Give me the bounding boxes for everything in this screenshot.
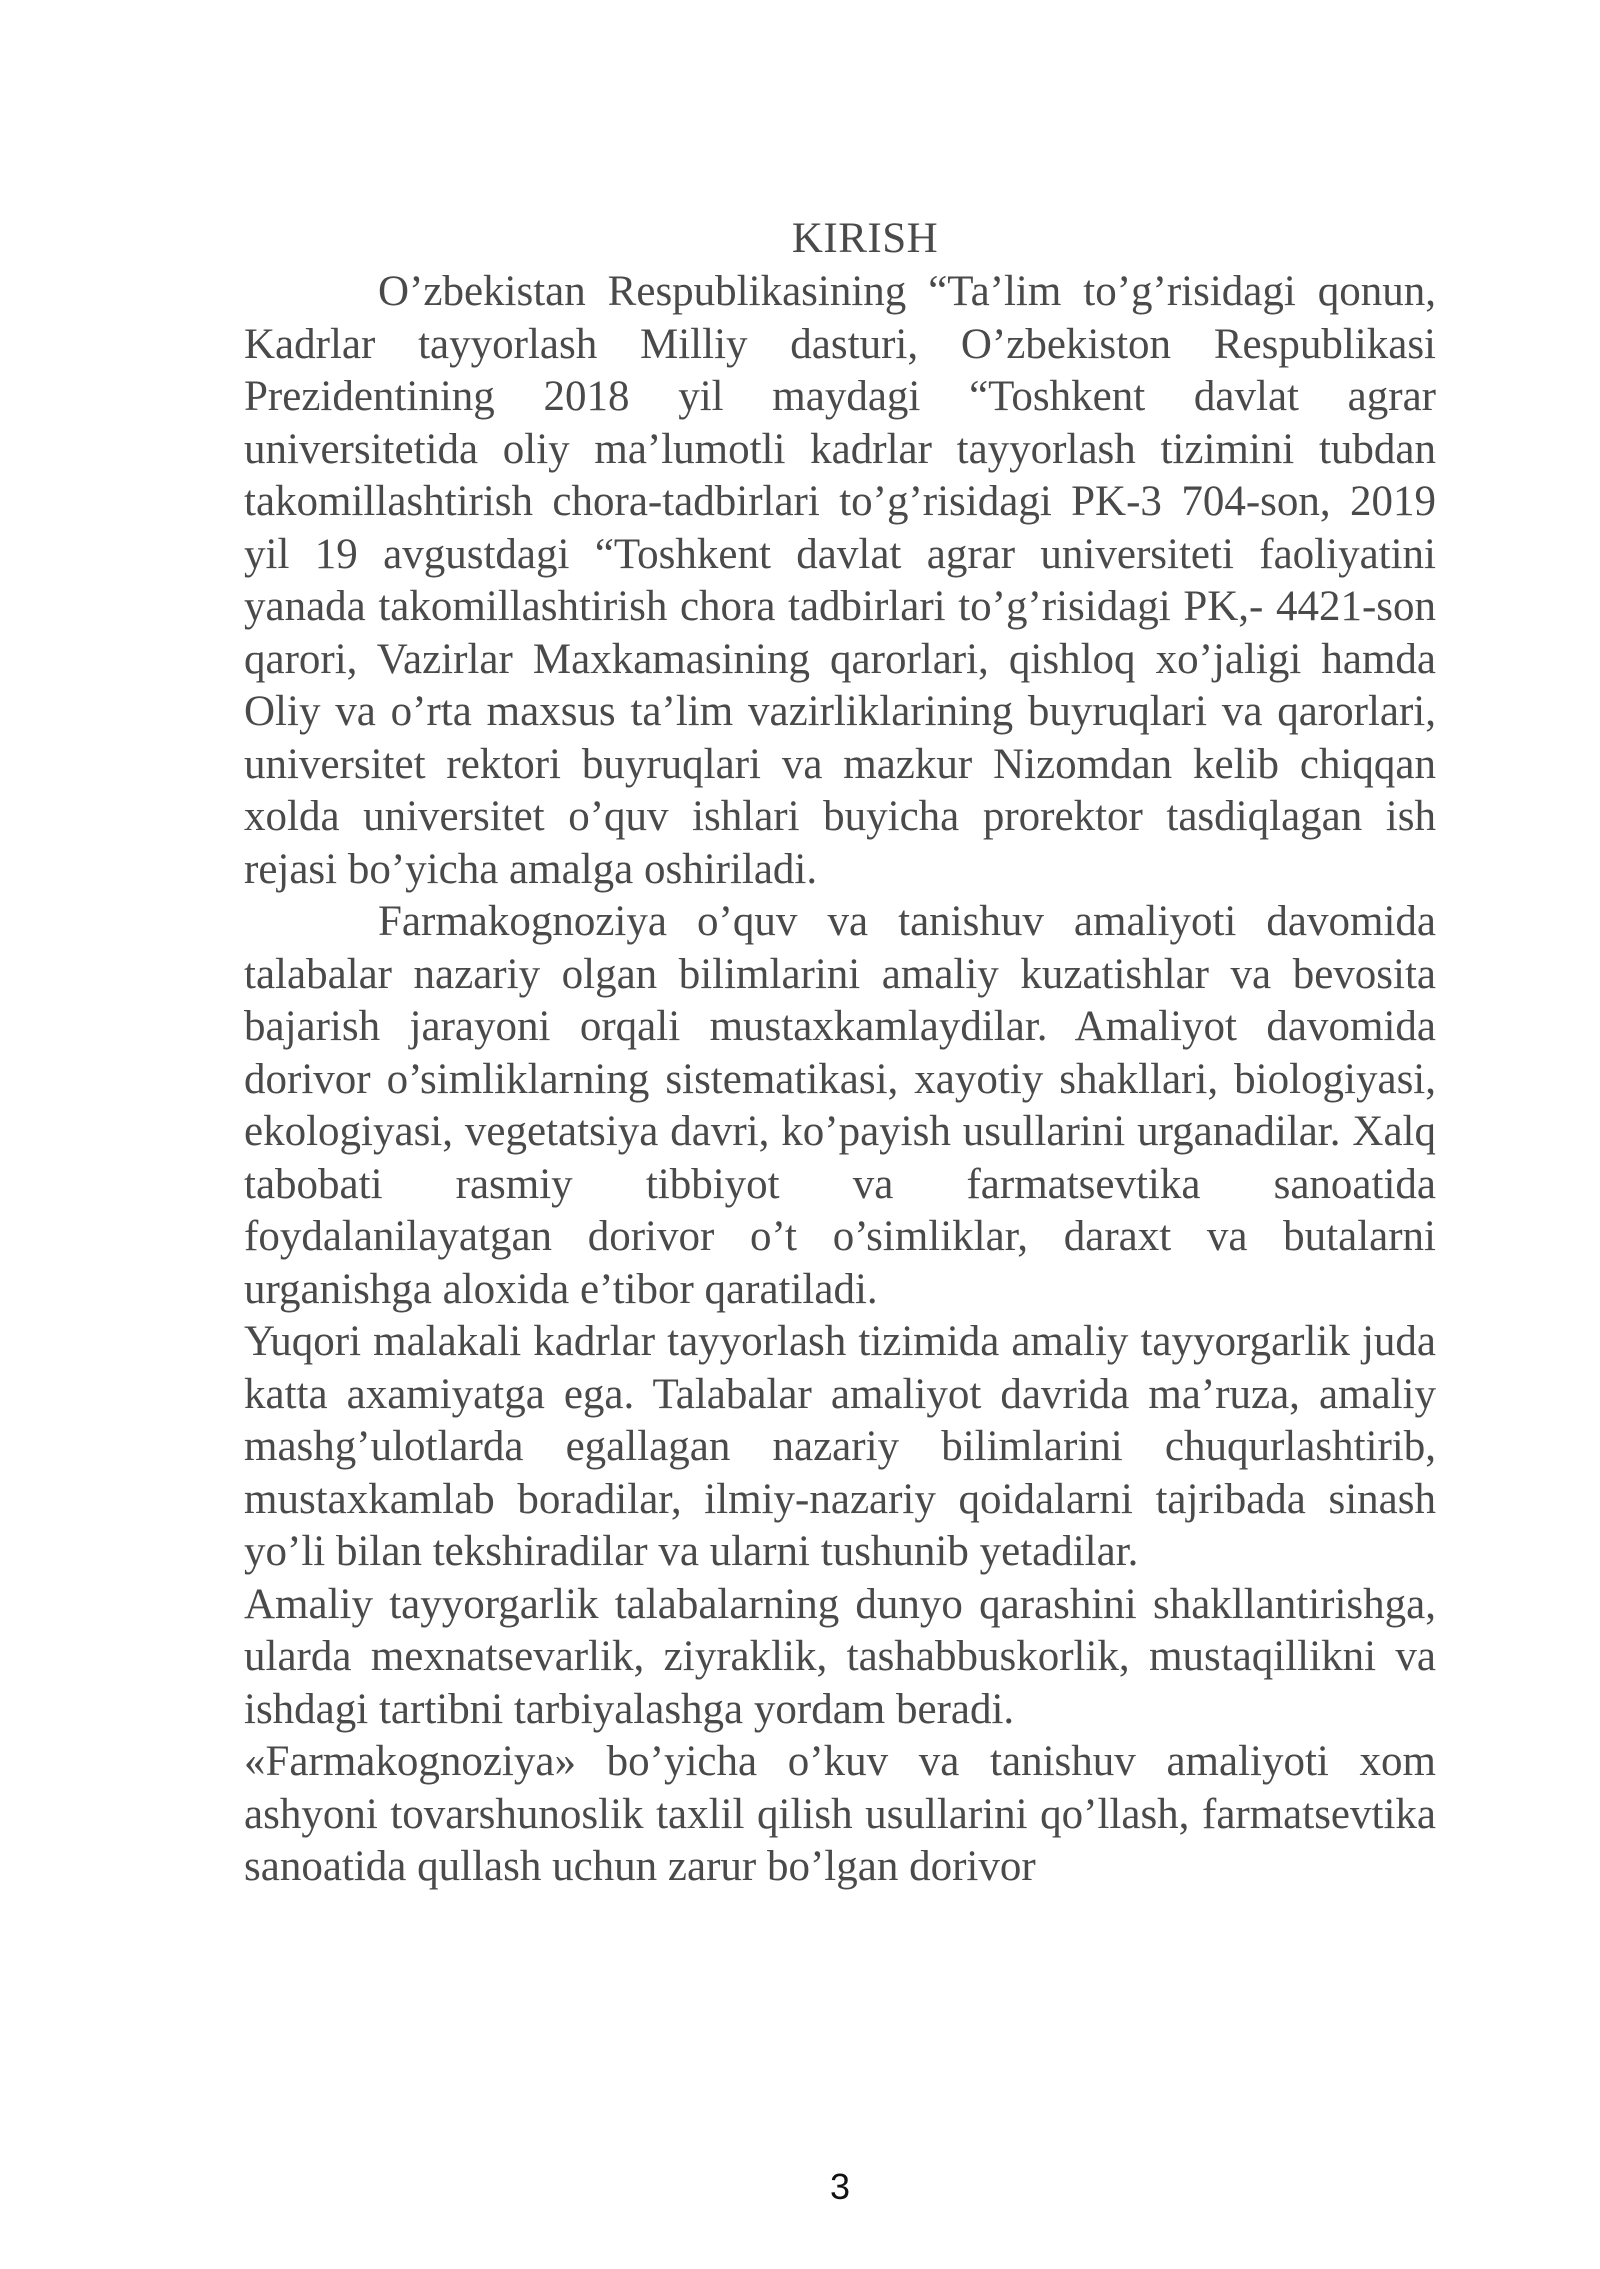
paragraph-training-importance: Yuqori malakali kadrlar tayyorlash tizimida amaliy tayyorgarlik juda katta axamiyatga ega. Talabalar amaliyot davrida ma’ruza, amaliy mashg’ulotlarda egallagan nazariy bilimlarini chuqurlashtirib, mustaxkamlab boradilar, ilmiy-nazariy qoidalarni tajribada sinash yo’li bilan tekshiradilar va ularni tushunib yetadilar. [244, 1318, 1436, 1575]
paragraph-legal-basis: O’zbekistan Respublikasining “Ta’lim to’g’risidagi qonun, Kadrlar tayyorlash Milliy dasturi, O’zbekiston Respublikasi Prezidentining 2018 yil maydagi “Toshkent davlat agrar universitetida oliy ma’lumotli kadrlar tayyorlash tizimini tubdan takomillashtirish chora-tadbirlari to’g’risidagi PK-3 704-son, 2019 yil 19 avgustdagi “Toshkent davlat agrar universiteti faoliyatini yanada takomillashtirish chora tadbirlari to’g’risidagi PK,- 4421-son qarori, Vazirlar Maxkamasining qarorlari, qishloq xo’jaligi hamda Oliy va o’rta maxsus ta’lim vazirliklarining buyruqlari va qarorlari, universitet rektori buyruqlari va mazkur Nizomdan kelib chiqqan xolda universitet o’quv ishlari buyicha prorektor tasdiqlagan ish rejasi bo’yicha amalga oshiriladi. [244, 268, 1436, 893]
document-body [244, 212, 1436, 1894]
paragraph-practice-goals: Farmakognoziya o’quv va tanishuv amaliyoti davomida talabalar nazariy olgan bilimlarini amaliy kuzatishlar va bevosita bajarish jarayoni orqali mustaxkamlaydilar. Amaliyot davomida dorivor o’simliklarning sistematikasi, xayotiy shakllari, biologiyasi, ekologiyasi, vegetatsiya davri, ko’payish usullarini urganadilar. Xalq tabobati rasmiy tibbiyot va farmatsevtika sanoatida foydalanilayatgan dorivor o’t o’simliklar, daraxt va butalarni urganishga aloxida e’tibor qaratiladi. [244, 898, 1436, 1313]
paragraph-worldview: Amaliy tayyorgarlik talabalarning dunyo qarashini shakllantirishga, ularda mexnatsevarlik, ziyraklik, tashabbuskorlik, mustaqillikni va ishdagi tartibni tarbiyalashga yordam beradi. [244, 1580, 1436, 1733]
section-heading: KIRISH [791, 215, 939, 262]
page-number: 3 [829, 2166, 851, 2207]
paragraph-pharmacognosy-practice: «Farmakognoziya» bo’yicha o’kuv va tanishuv amaliyoti xom ashyoni tovarshunoslik taxlil qilish usullarini qo’llash, farmatsevtika sanoatida qullash uchun zarur bo’lgan dorivor [244, 1738, 1436, 1890]
